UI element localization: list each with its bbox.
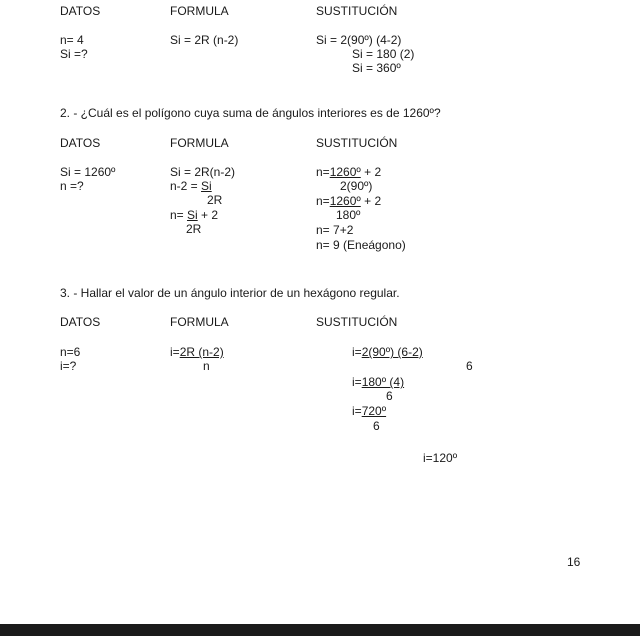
datos-header-3: DATOS: [60, 315, 101, 329]
datos-line: Si = 1260º: [60, 165, 116, 179]
question-2: 2. - ¿Cuál es el polígono cuya suma de ángulos interiores es de 1260º?: [60, 106, 441, 120]
sust-numerator: 1260º: [329, 165, 361, 179]
page-number: 16: [567, 555, 581, 569]
sust-numerator: 1260º: [329, 194, 361, 208]
result: i=120º: [423, 451, 458, 465]
datos-line: i=?: [60, 359, 77, 373]
sustitucion-line: Si = 360º: [352, 61, 401, 75]
sustitucion-line: Si = 180 (2): [352, 47, 415, 61]
sustitucion-line: [352, 375, 404, 389]
sustitucion-line: [352, 345, 423, 359]
sust-numerator: 2(90º) (6-2): [361, 345, 423, 359]
sust-denominator: 6: [466, 359, 473, 373]
sust-prefix: i=: [352, 375, 362, 389]
formula-numerator: Si: [187, 208, 198, 222]
formula-suffix: + 2: [197, 208, 219, 222]
formula-denominator: 2R: [186, 222, 202, 236]
sustitucion-header-1: SUSTITUCIÓN: [316, 4, 398, 18]
sust-denominator: 180º: [336, 208, 361, 222]
formula-numerator: Si: [201, 179, 212, 193]
sust-numerator: 720º: [361, 404, 387, 418]
formula-line: [170, 345, 224, 359]
datos-line: Si =?: [60, 47, 88, 61]
formula-denominator: n: [203, 359, 210, 373]
sustitucion-line: [316, 194, 381, 208]
sustitucion-line: n= 9 (Eneágono): [316, 238, 406, 252]
sust-denominator: 2(90º): [340, 179, 373, 193]
formula-prefix: n-2 =: [170, 179, 202, 193]
sust-prefix: n=: [316, 194, 330, 208]
sustitucion-line: n= 7+2: [316, 223, 354, 237]
formula-header-1: FORMULA: [170, 4, 229, 18]
formula-header-3: FORMULA: [170, 315, 229, 329]
formula-denominator: 2R: [207, 193, 223, 207]
datos-line: n=6: [60, 345, 81, 359]
formula-line: Si = 2R (n-2): [170, 33, 239, 47]
formula-numerator: 2R (n-2): [179, 345, 224, 359]
formula-prefix: n=: [170, 208, 188, 222]
sustitucion-line: Si = 2(90º) (4-2): [316, 33, 402, 47]
sust-suffix: + 2: [360, 194, 382, 208]
sust-suffix: + 2: [360, 165, 382, 179]
sust-prefix: i=: [352, 345, 362, 359]
datos-header-1: DATOS: [60, 4, 101, 18]
sust-prefix: i=: [352, 404, 362, 418]
sust-numerator: 180º (4): [361, 375, 405, 389]
datos-line: n =?: [60, 179, 84, 193]
formula-line: [170, 179, 212, 193]
formula-prefix: i=: [170, 345, 180, 359]
datos-line: n= 4: [60, 33, 84, 47]
datos-header-2: DATOS: [60, 136, 101, 150]
sustitucion-header-2: SUSTITUCIÓN: [316, 136, 398, 150]
formula-header-2: FORMULA: [170, 136, 229, 150]
sust-denominator: 6: [373, 419, 380, 433]
sustitucion-line: [316, 165, 381, 179]
question-3: 3. - Hallar el valor de un ángulo interior de un hexágono regular.: [60, 286, 400, 300]
formula-line: [170, 208, 218, 222]
sustitucion-line: [352, 404, 386, 418]
sust-denominator: 6: [386, 389, 393, 403]
formula-line: Si = 2R(n-2): [170, 165, 236, 179]
sust-prefix: n=: [316, 165, 330, 179]
sustitucion-header-3: SUSTITUCIÓN: [316, 315, 398, 329]
